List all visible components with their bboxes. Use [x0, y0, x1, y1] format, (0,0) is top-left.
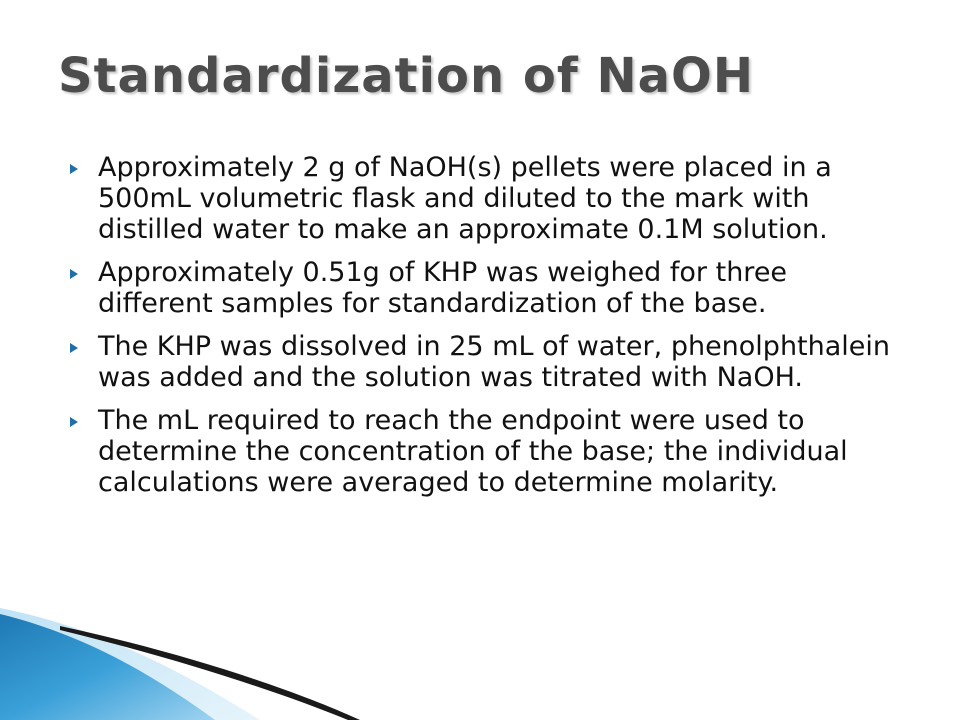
- bullet-item: [70, 405, 910, 498]
- bullet-arrow-icon: [70, 269, 78, 279]
- decorative-swoosh: [0, 600, 400, 720]
- bullet-text: Approximately 2 g of NaOH(s) pellets were placed in a 500mL volumetric flask and diluted to the mark with distilled water to make an approximate 0.1M solution.: [98, 152, 832, 245]
- bullet-arrow-icon: [70, 164, 78, 174]
- bullet-text: The KHP was dissolved in 25 mL of water, phenolphthalein was added and the solution was titrated with NaOH.: [98, 331, 891, 393]
- bullet-list: [70, 152, 910, 510]
- bullet-text: The mL required to reach the endpoint were used to determine the concentration of the base; the individual calculations were averaged to determine molarity.: [98, 405, 848, 498]
- slide-title: Standardization of NaOH: [58, 48, 755, 104]
- swoosh-blue-band: [0, 614, 215, 720]
- bullet-arrow-icon: [70, 417, 78, 427]
- bullet-item: [70, 152, 910, 245]
- bullet-text: Approximately 0.51g of KHP was weighed for three different samples for standardization of the base.: [98, 257, 788, 319]
- bullet-item: [70, 257, 910, 319]
- bullet-arrow-icon: [70, 343, 78, 353]
- bullet-item: [70, 331, 910, 393]
